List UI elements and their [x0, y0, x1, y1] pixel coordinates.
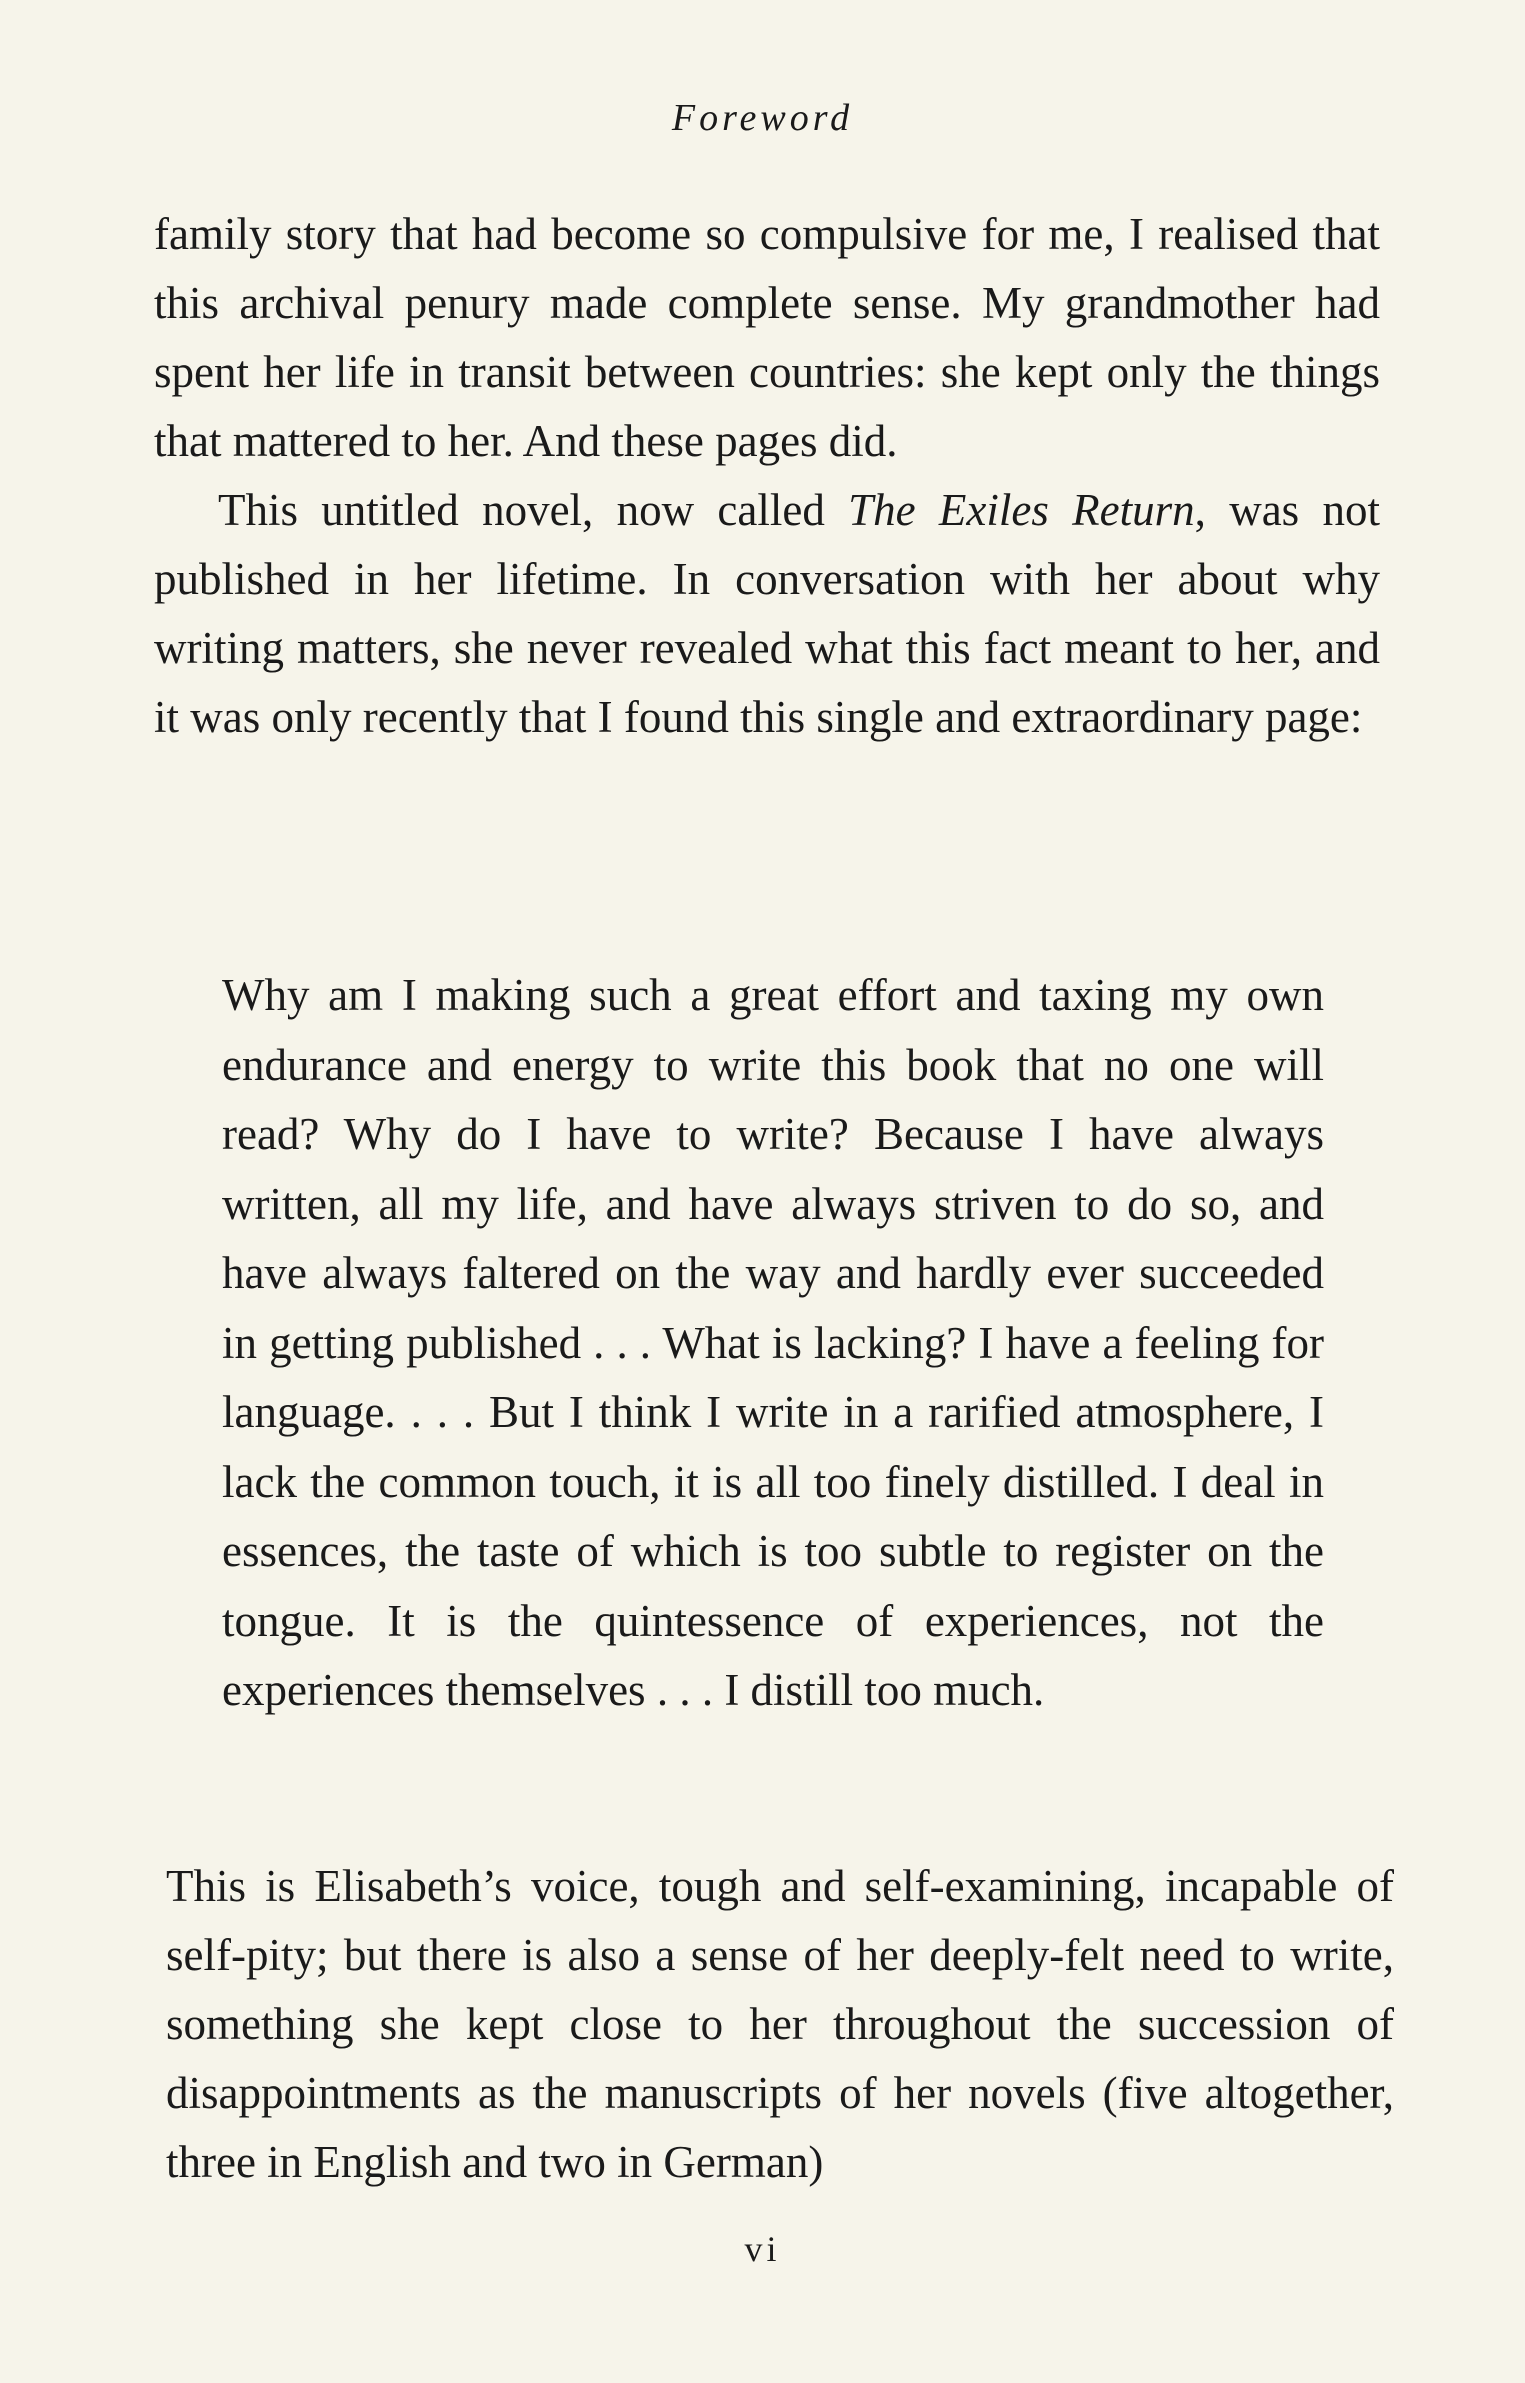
body-text-top [154, 200, 1380, 752]
paragraph-untitled-novel [154, 476, 1380, 752]
block-quote-text: Why am I making such a great effort and taxing my own endurance and energy to write this book that no one will read? Why do I have to write? Because I have always written, all my life, and have always striven to do so, and have always faltered on the way and hardly ever succeeded in getting published . . . What is lacking? I have a feeling for language. . . . But I think I write in a rarified atmosphere, I lack the common touch, it is all too finely distilled. I deal in essences, the taste of which is too subtle to register on the tongue. It is the quintessence of experiences, not the experiences themselves . . . I distill too much. [222, 970, 1324, 1715]
page-number: vi [744, 2229, 781, 2269]
block-quote [222, 961, 1324, 1726]
paragraph-archival-penury: family story that had become so compulsive for me, I realised that this archival penury made complete sense. My grandmother had spent her life in transit between countries: she kept only the things that mattered to her. And these pages did. [154, 209, 1380, 466]
book-title: The Exiles Return [848, 485, 1195, 535]
paragraph-elisabeths-voice: This is Elisabeth’s voice, tough and self-examining, incapable of self-pity; but there is also a sense of her deeply-felt need to write, something she kept close to her throughout the succession of disappointments as the manuscripts of her novels (five altogether, three in English and two in German) [166, 1861, 1394, 2187]
paragraph-untitled-novel-rest: , was not published in her lifetime. In conversation with her about why writing matters, she never revealed what this fact meant to her, and it was only recently that I found this single and extraordinary page: [154, 485, 1380, 742]
paragraph-untitled-novel-lead: This untitled novel, now called [218, 485, 849, 535]
running-head: Foreword [671, 97, 854, 139]
body-text-bottom [166, 1852, 1394, 2197]
